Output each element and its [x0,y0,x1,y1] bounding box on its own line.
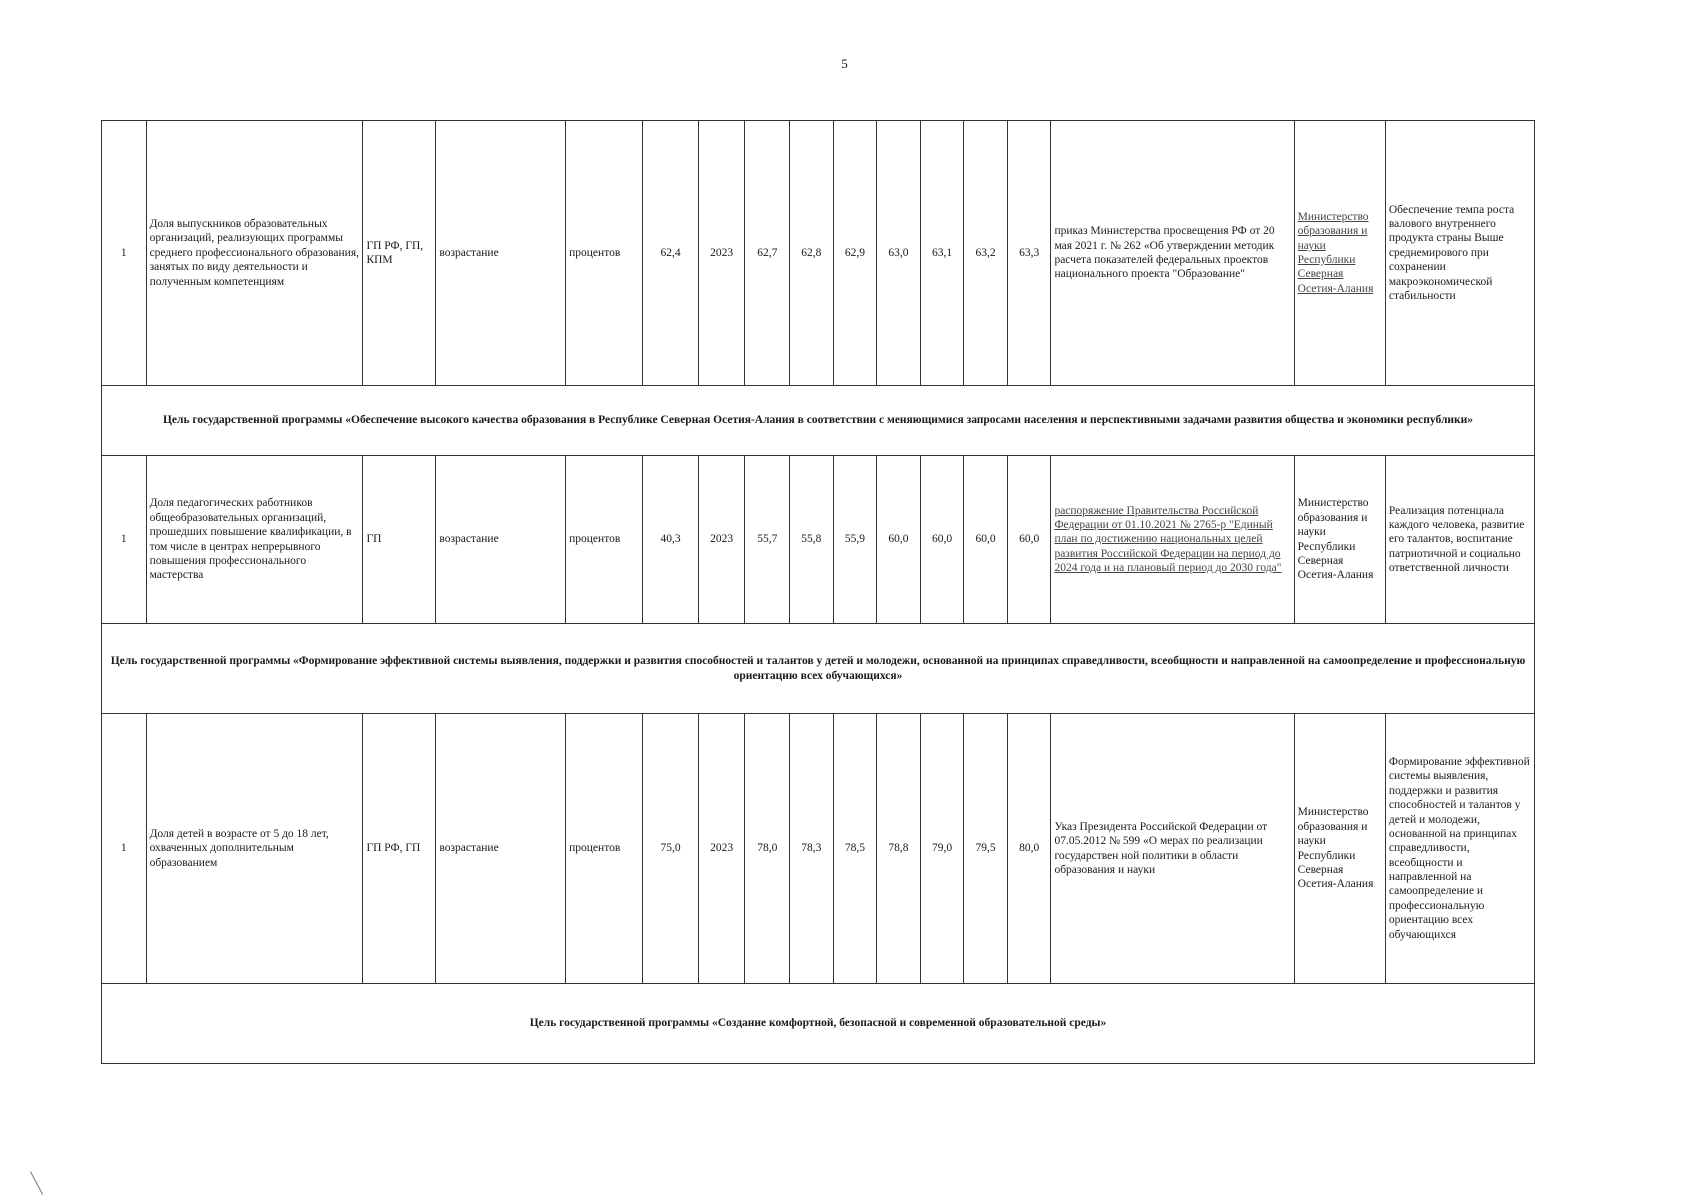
unit: процентов [566,456,643,624]
value-cell: 60,0 [877,456,921,624]
table-row [102,714,1535,984]
goal-text: Цель государственной программы «Формирование эффективной системы выявления, поддержки и развития способностей и талантов у детей и молодежи, основанной на принципах справедливости, всеобщности и направленной на самоопределение и профессиональную ориентацию всех обучающихся» [102,624,1535,714]
indicator-level: ГП [363,456,436,624]
goal-text: Цель государственной программы «Создание комфортной, безопасной и современной образовательной среды» [102,984,1535,1064]
indicator-trend: возрастание [436,121,566,386]
base-year: 2023 [698,456,745,624]
indicators-table [101,120,1535,1064]
goal-text: Цель государственной программы «Обеспечение высокого качества образования в Республике Северная Осетия-Алания в соответствии с меняющимися запросами населения и перспективными задачами развития общества и экономики республики» [102,386,1535,456]
legal-document: приказ Министерства просвещения РФ от 20 мая 2021 г. № 262 «Об утверждении методик расчета показателей федеральных проектов национального проекта "Образование" [1051,121,1294,386]
row-number: 1 [102,456,147,624]
goal-row [102,984,1535,1064]
value-cell: 78,0 [745,714,790,984]
unit: процентов [566,121,643,386]
page-number: 5 [841,56,848,71]
unit: процентов [566,714,643,984]
table-row [102,456,1535,624]
responsible-body: Министерство образования и науки Республики Северная Осетия-Алания [1294,714,1385,984]
value-cell: 62,9 [833,121,877,386]
indicator-level: ГП РФ, ГП [363,714,436,984]
value-cell: 55,7 [745,456,790,624]
value-cell: 78,3 [790,714,834,984]
indicator-trend: возрастание [436,456,566,624]
national-goal-link: Обеспечение темпа роста валового внутреннего продукта страны Выше среднемирового при сохранении макроэкономической стабильности [1385,121,1534,386]
base-year: 2023 [698,121,745,386]
indicator-name: Доля детей в возрасте от 5 до 18 лет, охваченных дополнительным образованием [146,714,363,984]
row-number: 1 [102,714,147,984]
value-cell: 62,7 [745,121,790,386]
responsible-body: Министерство образования и науки Республики Северная Осетия-Алания [1294,121,1385,386]
value-cell: 80,0 [1007,714,1051,984]
value-cell: 60,0 [1007,456,1051,624]
value-cell: 55,9 [833,456,877,624]
value-cell: 60,0 [920,456,964,624]
scan-mark [30,1171,43,1194]
national-goal-link: Формирование эффективной системы выявления, поддержки и развития способностей и талантов у детей и молодежи, основанной на принципах справедливости, всеобщности и направленной на самоопределение и профессиональную ориентацию всех обучающихся [1385,714,1534,984]
base-value: 75,0 [643,714,699,984]
goal-row [102,386,1535,456]
table-row [102,121,1535,386]
value-cell: 78,8 [877,714,921,984]
legal-document: распоряжение Правительства Российской Федерации от 01.10.2021 № 2765-р "Единый план по достижению национальных целей развития Российской Федерации на период до 2024 года и на плановый период до 2030 года" [1051,456,1294,624]
value-cell: 63,3 [1007,121,1051,386]
value-cell: 62,8 [790,121,834,386]
value-cell: 79,5 [964,714,1008,984]
indicator-name: Доля педагогических работников общеобразовательных организаций, прошедших повышение квалификации, в том числе в центрах непрерывного повышения профессионального мастерства [146,456,363,624]
row-number: 1 [102,121,147,386]
value-cell: 79,0 [920,714,964,984]
value-cell: 55,8 [790,456,834,624]
value-cell: 60,0 [964,456,1008,624]
indicator-level: ГП РФ, ГП, КПМ [363,121,436,386]
indicator-trend: возрастание [436,714,566,984]
value-cell: 63,0 [877,121,921,386]
responsible-body: Министерство образования и науки Республики Северная Осетия-Алания [1294,456,1385,624]
indicator-name: Доля выпускников образовательных организаций, реализующих программы среднего профессионального образования, занятых по виду деятельности и полученным компетенциям [146,121,363,386]
value-cell: 78,5 [833,714,877,984]
base-year: 2023 [698,714,745,984]
legal-document: Указ Президента Российской Федерации от 07.05.2012 № 599 «О мерах по реализации государствен ной политики в области образования и науки [1051,714,1294,984]
value-cell: 63,1 [920,121,964,386]
goal-row [102,624,1535,714]
base-value: 40,3 [643,456,699,624]
value-cell: 63,2 [964,121,1008,386]
base-value: 62,4 [643,121,699,386]
national-goal-link: Реализация потенциала каждого человека, развитие его талантов, воспитание патриотичной и социально ответственной личности [1385,456,1534,624]
